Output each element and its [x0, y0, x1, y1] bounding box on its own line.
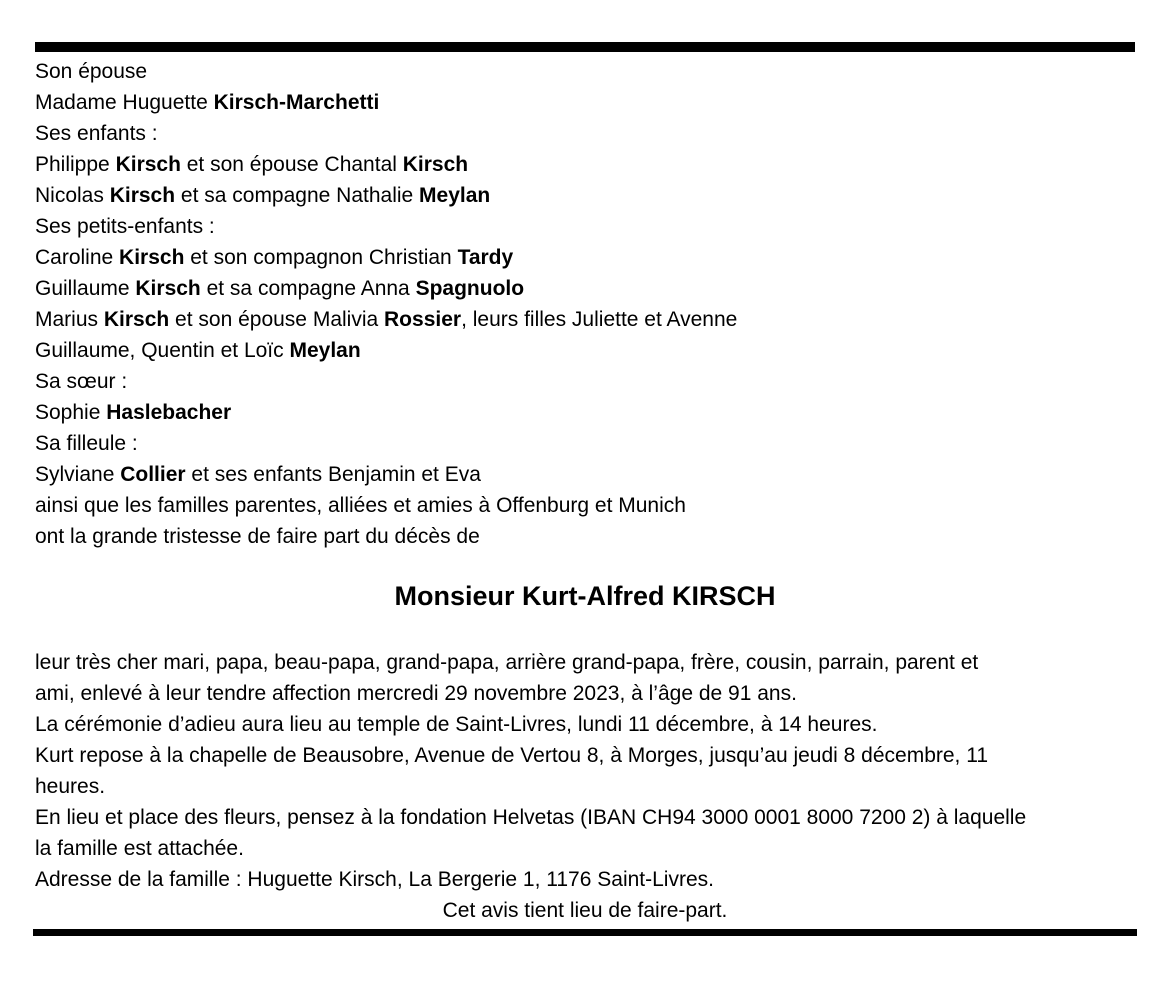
family-line-text: et ses enfants Benjamin et Eva	[185, 463, 481, 486]
family-line-text: Madame Huguette	[35, 91, 214, 114]
deceased-name-title: Monsieur Kurt-Alfred KIRSCH	[394, 581, 776, 611]
family-line-text: Nicolas	[35, 184, 110, 207]
surname-bold-text: Spagnuolo	[415, 277, 525, 300]
family-line-text: Guillaume	[35, 277, 136, 300]
family-line	[35, 459, 1135, 490]
surname-bold-text: Kirsch	[109, 184, 176, 207]
family-line	[35, 490, 1135, 521]
family-line-text: ainsi que les familles parentes, alliées et amies à Offenburg et Munich	[35, 494, 686, 517]
family-line-text: Philippe	[35, 153, 116, 176]
family-line-text: Sa filleule :	[35, 432, 138, 455]
body-line: heures.	[35, 775, 106, 798]
family-line	[35, 273, 1135, 304]
family-line-text: Sa sœur :	[35, 370, 128, 393]
family-line	[35, 428, 1135, 459]
surname-bold-text: Rossier	[384, 308, 462, 331]
family-lines	[35, 56, 1135, 552]
family-line	[35, 397, 1135, 428]
family-line	[35, 56, 1135, 87]
body-line: Cet avis tient lieu de faire-part.	[442, 899, 728, 922]
surname-bold-text: Kirsch	[115, 153, 181, 176]
surname-bold-text: Meylan	[289, 339, 361, 362]
bottom-rule	[33, 929, 1137, 936]
family-line-text: Sophie	[35, 401, 107, 424]
body-line: ami, enlevé à leur tendre affection mercredi 29 novembre 2023, à l’âge de 91 ans.	[35, 682, 797, 705]
surname-bold-text: Collier	[120, 463, 186, 486]
body-line: leur très cher mari, papa, beau-papa, grand-papa, arrière grand-papa, frère, cousin, parrain, parent et	[35, 651, 979, 674]
surname-bold-text: Kirsch	[119, 246, 185, 269]
surname-bold-text: Meylan	[419, 184, 491, 207]
family-line-text: Marius	[35, 308, 104, 331]
surname-bold-text: Kirsch	[103, 308, 170, 331]
surname-bold-text: Kirsch-Marchetti	[213, 91, 380, 114]
surname-bold-text: Kirsch	[402, 153, 469, 176]
family-line-text: Caroline	[35, 246, 120, 269]
family-line-text: Ses petits-enfants :	[35, 215, 215, 238]
family-line-text: Guillaume, Quentin et Loïc	[35, 339, 290, 362]
family-line	[35, 304, 1135, 335]
family-line-text: Son épouse	[35, 60, 148, 83]
family-line-text: ont la grande tristesse de faire part du décès de	[35, 525, 480, 548]
top-rule	[35, 42, 1135, 52]
surname-bold-text: Kirsch	[135, 277, 201, 300]
family-line	[35, 242, 1135, 273]
family-line	[35, 87, 1135, 118]
body-line: En lieu et place des fleurs, pensez à la fondation Helvetas (IBAN CH94 3000 0001 8000 7200 2) à laquelle	[35, 806, 1027, 829]
family-line-text: et son épouse Malivia	[169, 308, 385, 331]
body-line: Adresse de la famille : Huguette Kirsch, La Bergerie 1, 1176 Saint-Livres.	[35, 868, 714, 891]
family-line-text: et son compagnon Christian	[184, 246, 458, 269]
family-line-text: Sylviane	[35, 463, 121, 486]
body-line: La cérémonie d’adieu aura lieu au temple de Saint-Livres, lundi 11 décembre, à 14 heures.	[35, 713, 878, 736]
family-line-text: et sa compagne Anna	[200, 277, 416, 300]
surname-bold-text: Haslebacher	[106, 401, 232, 424]
notice-content	[35, 56, 1135, 926]
family-line	[35, 118, 1135, 149]
family-line	[35, 366, 1135, 397]
body-lines	[35, 647, 1135, 926]
family-line-text: , leurs filles Juliette et Avenne	[461, 308, 738, 331]
family-line-text: Ses enfants :	[35, 122, 158, 145]
family-line	[35, 521, 1135, 552]
body-line: la famille est attachée.	[35, 837, 244, 860]
family-line	[35, 180, 1135, 211]
family-line	[35, 335, 1135, 366]
family-line	[35, 149, 1135, 180]
body-line: Kurt repose à la chapelle de Beausobre, Avenue de Vertou 8, à Morges, jusqu’au jeudi 8 décembre, 11	[35, 744, 989, 767]
family-line-text: et sa compagne Nathalie	[175, 184, 420, 207]
family-line	[35, 211, 1135, 242]
family-line-text: et son épouse Chantal	[180, 153, 403, 176]
surname-bold-text: Tardy	[457, 246, 514, 269]
